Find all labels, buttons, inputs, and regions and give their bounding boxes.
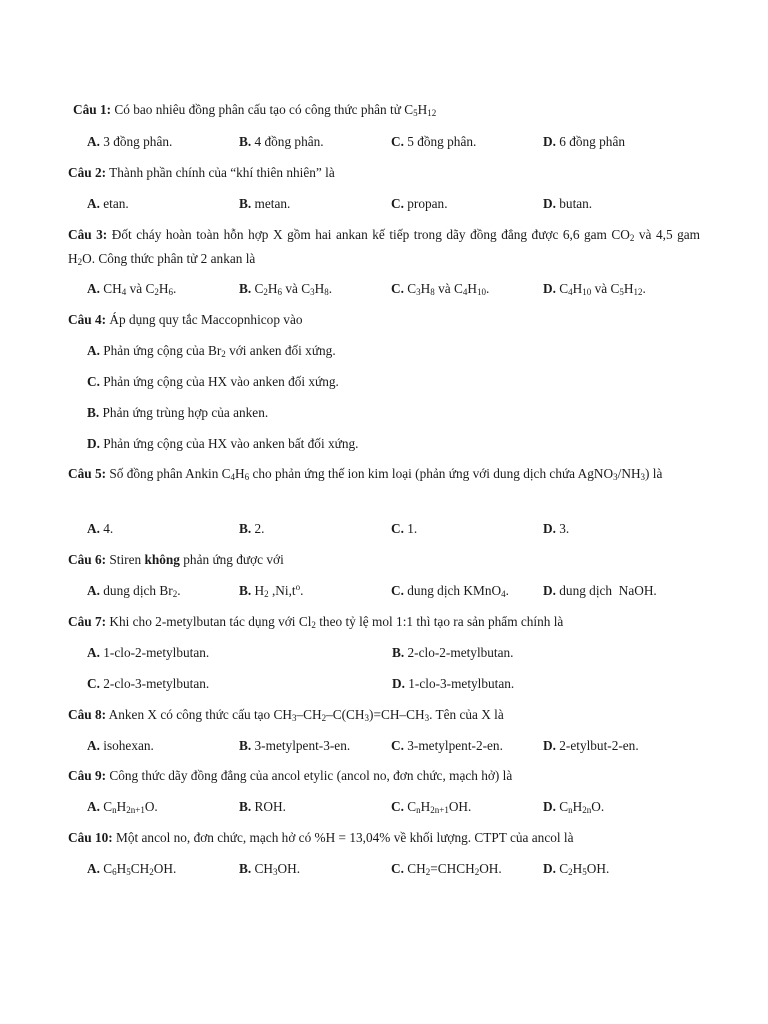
question-text: Một ancol no, đơn chức, mạch hở có %H = 13,04% về khối lượng. CTPT của ancol là <box>116 830 574 845</box>
option-c[interactable]: C. $C_3H_8$ và $C_4H_{10}$. <box>391 281 490 297</box>
question-10 <box>68 830 700 846</box>
option-a[interactable]: A. isohexan. <box>87 738 154 753</box>
question-6 <box>68 552 700 568</box>
question-text: Thành phần chính của “khí thiên nhiên” là <box>109 165 335 180</box>
question-text: Anken X có công thức cấu tạo $CH_3-CH_2-C(CH_3)=CH-CH_3$. Tên của X là <box>108 707 504 723</box>
question-text: Khi cho 2-metylbutan tác dụng với $Cl_2$ theo tỷ lệ mol 1:1 thì tạo ra sản phẩm chính là <box>109 614 564 630</box>
question-label: Câu 8: <box>68 707 107 722</box>
option-b[interactable]: B. Phản ứng trùng hợp của anken. <box>87 405 269 420</box>
question-9 <box>68 768 700 784</box>
option-c[interactable]: C. Phản ứng cộng của HX vào anken đối xứng. <box>87 374 339 389</box>
option-d[interactable]: D. 1-clo-3-metylbutan. <box>392 676 515 691</box>
option-a[interactable]: A. etan. <box>87 196 129 211</box>
question-4 <box>68 312 700 328</box>
option-c[interactable]: C. 5 đồng phân. <box>391 134 477 149</box>
option-a[interactable]: A. $CH_4$ và $C_2H_6$. <box>87 281 177 297</box>
question-label: Câu 10: <box>68 830 113 845</box>
option-a[interactable]: A. $C_nH_{2n+1}O$. <box>87 799 158 815</box>
option-b[interactable]: B. metan. <box>239 196 291 211</box>
question-label: Câu 7: <box>68 614 107 629</box>
option-b[interactable]: B. $CH_3OH$. <box>239 861 301 877</box>
question-label: Câu 2: <box>68 165 107 180</box>
question-label: Câu 5: <box>68 466 107 481</box>
question-text: Đốt cháy hoàn toàn hỗn hợp X gồm hai ankan kế tiếp trong dãy đồng đẳng được 6,6 gam $CO_2$ và 4,5 gam $H_2O$. Công thức phân tử 2 ankan là <box>68 227 701 267</box>
option-d[interactable]: D. 6 đồng phân <box>543 134 626 149</box>
option-c[interactable]: C. propan. <box>391 196 448 211</box>
question-label: Câu 6: <box>68 552 107 567</box>
question-3 <box>68 223 700 271</box>
option-d[interactable]: D. $C_2H_5OH$. <box>543 861 610 877</box>
option-c[interactable]: C. 2-clo-3-metylbutan. <box>87 676 210 691</box>
question-label: Câu 9: <box>68 768 107 783</box>
option-b[interactable]: B. $C_2H_6$ và $C_3H_8$. <box>239 281 333 297</box>
option-b[interactable]: B. 2-clo-2-metylbutan. <box>392 645 514 660</box>
question-label: Câu 1: <box>73 102 112 117</box>
question-text: Số đồng phân Ankin $C_4H_6$ cho phản ứng thế ion kim loại (phản ứng với dung dịch chứa $AgNO_3/NH_3$) là <box>109 466 663 482</box>
option-d[interactable]: D. 3. <box>543 521 570 536</box>
option-d[interactable]: D. $C_nH_{2n}O$. <box>543 799 605 815</box>
question-2 <box>68 165 700 181</box>
option-a[interactable]: A. 3 đồng phân. <box>87 134 173 149</box>
option-a[interactable]: A. dung dịch $Br_2$. <box>87 583 181 599</box>
option-d[interactable]: D. dung dịch NaOH. <box>543 583 657 598</box>
option-d[interactable]: D. Phản ứng cộng của HX vào anken bất đối xứng. <box>87 436 359 451</box>
question-text: Có bao nhiêu đồng phân cấu tạo có công thức phân tử $C_5H_{12}$ <box>114 102 437 118</box>
option-b[interactable]: B. 3-metylpent-3-en. <box>239 738 351 753</box>
option-b[interactable]: B. ROH. <box>239 799 286 814</box>
option-c[interactable]: C. 3-metylpent-2-en. <box>391 738 503 753</box>
question-text: Áp dụng quy tắc Maccopnhicop vào <box>109 312 303 327</box>
option-a[interactable]: A. $C_6H_5CH_2OH$. <box>87 861 177 877</box>
option-a[interactable]: A. Phản ứng cộng của $Br_2$ với anken đối xứng. <box>87 343 336 359</box>
question-5 <box>68 462 700 486</box>
option-b[interactable]: B. 4 đồng phân. <box>239 134 324 149</box>
option-b[interactable]: B. 2. <box>239 521 265 536</box>
question-label: Câu 3: <box>68 227 108 242</box>
option-d[interactable]: D. butan. <box>543 196 593 211</box>
question-label: Câu 4: <box>68 312 107 327</box>
option-d[interactable]: D. $C_4H_{10}$ và $C_5H_{12}$. <box>543 281 646 297</box>
question-8 <box>68 707 700 723</box>
question-text: Stiren không phản ứng được với <box>109 552 284 567</box>
question-7 <box>68 614 700 630</box>
option-d[interactable]: D. 2-etylbut-2-en. <box>543 738 639 753</box>
option-c[interactable]: C. 1. <box>391 521 418 536</box>
option-c[interactable]: C. $CH_2=CHCH_2OH$. <box>391 861 502 877</box>
option-c[interactable]: C. dung dịch KMnO$_4$. <box>391 583 509 599</box>
option-a[interactable]: A. 1-clo-2-metylbutan. <box>87 645 210 660</box>
option-a[interactable]: A. 4. <box>87 521 114 536</box>
question-text: Công thức dãy đồng đẳng của ancol etylic (ancol no, đơn chức, mạch hở) là <box>109 768 513 783</box>
option-c[interactable]: C. $C_nH_{2n+1}OH$. <box>391 799 472 815</box>
option-b[interactable]: B. $H_2$ $,Ni,t^o$. <box>239 582 304 599</box>
